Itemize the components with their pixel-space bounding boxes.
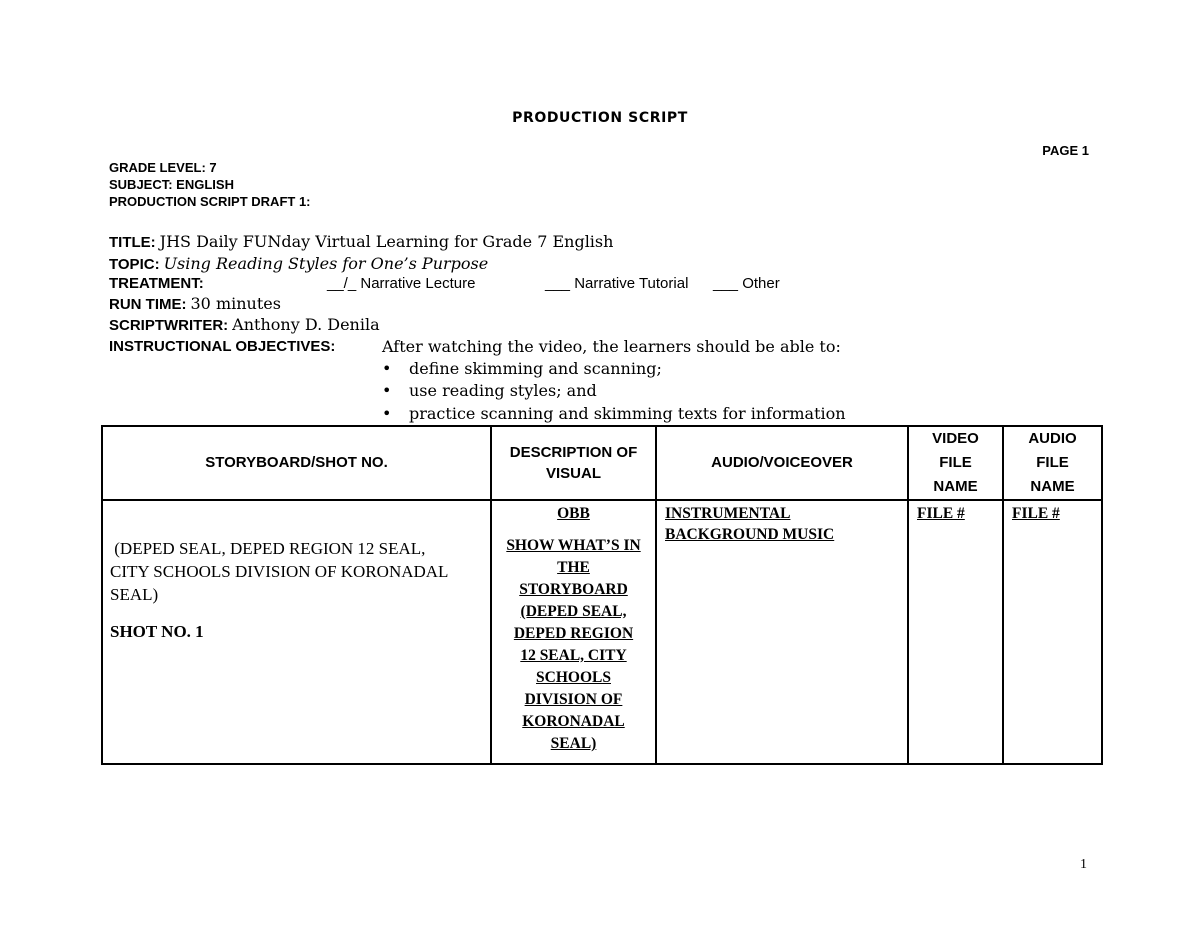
header-video-file: VIDEO FILE NAME — [908, 426, 1003, 500]
topic-value: Using Reading Styles for One’s Purpose — [163, 254, 489, 273]
document-title: PRODUCTION SCRIPT — [512, 110, 688, 126]
scriptwriter-value: Anthony D. Denila — [232, 315, 380, 334]
table-header-row — [102, 426, 1102, 500]
title-value: JHS Daily FUNday Virtual Learning for Grade 7 English — [159, 232, 614, 251]
header-description: DESCRIPTION OF VISUAL — [491, 426, 656, 500]
topic-row — [109, 254, 488, 275]
treatment-row — [109, 274, 204, 294]
objectives-intro: After watching the video, the learners should be able to: — [382, 337, 841, 356]
description-cell: OBB SHOW WHAT’S IN THE STORYBOARD (DEPED SEAL, DEPED REGION 12 SEAL, CITY SCHOOLS DIVISION OF KORONADAL SEAL) — [491, 500, 656, 764]
objectives-label: INSTRUCTIONAL OBJECTIVES: — [109, 338, 336, 355]
grade-level: GRADE LEVEL: 7 — [109, 160, 217, 175]
draft-label: PRODUCTION SCRIPT DRAFT 1: — [109, 194, 311, 209]
treatment-label: TREATMENT: — [109, 275, 204, 292]
topic-label: TOPIC: — [109, 256, 160, 273]
title-row — [109, 232, 613, 253]
runtime-label: RUN TIME: — [109, 296, 187, 313]
runtime-row — [109, 294, 281, 315]
production-script-table — [101, 425, 1103, 765]
objective-item: • use reading styles; and — [382, 381, 597, 400]
header-shot: STORYBOARD/SHOT NO. — [102, 426, 491, 500]
objective-item: • define skimming and scanning; — [382, 359, 662, 378]
treatment-option-narrative-lecture: __/_ Narrative Lecture — [327, 275, 476, 292]
page-number: 1 — [1080, 857, 1087, 872]
video-file-cell: FILE # — [908, 500, 1003, 764]
page-label: PAGE 1 — [1042, 143, 1089, 158]
objective-item: • practice scanning and skimming texts for information — [382, 404, 846, 423]
treatment-option-narrative-tutorial: ___ Narrative Tutorial — [545, 275, 689, 292]
objectives-row — [109, 337, 335, 357]
subject: SUBJECT: ENGLISH — [109, 177, 234, 192]
title-label: TITLE: — [109, 234, 156, 251]
header-audio-voiceover: AUDIO/VOICEOVER — [656, 426, 908, 500]
scriptwriter-label: SCRIPTWRITER: — [109, 317, 229, 334]
shot-number: SHOT NO. 1 — [110, 622, 204, 641]
scriptwriter-row — [109, 315, 380, 336]
table-row — [102, 500, 1102, 764]
audio-file-cell: FILE # — [1003, 500, 1102, 764]
audio-cell: INSTRUMENTAL BACKGROUND MUSIC — [656, 500, 908, 764]
header-audio-file: AUDIO FILE NAME — [1003, 426, 1102, 500]
runtime-value: 30 minutes — [190, 294, 281, 313]
treatment-option-other: ___ Other — [713, 275, 780, 292]
shot-cell: (DEPED SEAL, DEPED REGION 12 SEAL, CITY SCHOOLS DIVISION OF KORONADAL SEAL) SHOT NO. 1 — [102, 500, 491, 764]
